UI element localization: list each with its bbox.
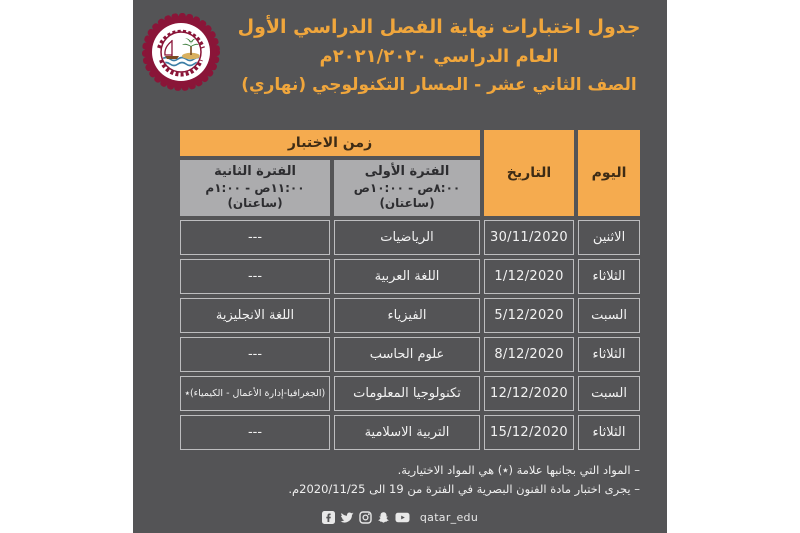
- period2-subject-cell: ---: [180, 220, 330, 255]
- date-cell: 8/12/2020: [484, 337, 574, 372]
- day-cell: الثلاثاء: [578, 415, 640, 450]
- period1-subject-cell: التربية الاسلامية: [334, 415, 480, 450]
- date-cell: 1/12/2020: [484, 259, 574, 294]
- title-line-1: جدول اختبارات نهاية الفصل الدراسي الأول: [237, 16, 641, 38]
- period-2-title: الفترة الثانية: [214, 163, 296, 179]
- column-header-period-2: [180, 160, 330, 216]
- date-cell: 15/12/2020: [484, 415, 574, 450]
- column-header-period-1: [334, 160, 480, 216]
- social-bar: [133, 511, 667, 524]
- column-header-exam-time: زمن الاختبار: [180, 130, 480, 156]
- masthead: [133, 0, 667, 116]
- period1-subject-cell: اللغة العربية: [334, 259, 480, 294]
- exam-schedule-table: [178, 130, 640, 450]
- date-cell: 12/12/2020: [484, 376, 574, 411]
- period-2-duration: (ساعتان): [227, 196, 283, 211]
- period-1-time: ٨:٠٠ص - ١٠:٠٠ص: [353, 180, 461, 195]
- period2-subject-cell: اللغة الانجليزية: [180, 298, 330, 333]
- schedule-poster: [133, 0, 667, 533]
- title-line-3: الصف الثاني عشر - المسار التكنولوجي (نهاري): [241, 75, 637, 95]
- footnote-visual-arts-exam: – يجرى اختبار مادة الفنون البصرية في الفترة من 19 الى 2020/11/25م.: [288, 481, 640, 496]
- period2-subject-cell: ---: [180, 415, 330, 450]
- period2-subject-cell: (الجغرافيا-إدارة الأعمال - الكيمياء)٭: [180, 376, 330, 411]
- footnotes: [178, 461, 640, 499]
- facebook-icon: [322, 511, 335, 524]
- period-2-time: ١١:٠٠ص - ١:٠٠م: [205, 180, 305, 195]
- period-1-duration: (ساعتان): [379, 196, 435, 211]
- footnote-optional-subjects: – المواد التي بجانبها علامة (٭) هي المواد الاختيارية.: [397, 463, 640, 477]
- title-line-2: العام الدراسي ٢٠٢١/٢٠٢٠م: [319, 46, 559, 67]
- qatar-moe-emblem-icon: [141, 12, 221, 92]
- day-cell: الثلاثاء: [578, 259, 640, 294]
- period1-subject-cell: علوم الحاسب: [334, 337, 480, 372]
- instagram-icon: [359, 511, 372, 524]
- day-cell: السبت: [578, 376, 640, 411]
- period2-subject-cell: ---: [180, 259, 330, 294]
- period1-subject-cell: الفيزياء: [334, 298, 480, 333]
- day-cell: الاثنين: [578, 220, 640, 255]
- day-cell: السبت: [578, 298, 640, 333]
- period1-subject-cell: تكنولوجيا المعلومات: [334, 376, 480, 411]
- period-1-title: الفترة الأولى: [364, 163, 450, 179]
- social-handle: qatar_edu: [419, 511, 479, 524]
- period2-subject-cell: ---: [180, 337, 330, 372]
- snapchat-icon: [377, 511, 390, 524]
- twitter-icon: [340, 511, 354, 524]
- date-cell: 30/11/2020: [484, 220, 574, 255]
- column-header-day: اليوم: [578, 130, 640, 216]
- youtube-icon: [395, 511, 410, 524]
- page-title: [211, 0, 667, 95]
- period1-subject-cell: الرياضيات: [334, 220, 480, 255]
- column-header-date: التاريخ: [484, 130, 574, 216]
- date-cell: 5/12/2020: [484, 298, 574, 333]
- day-cell: الثلاثاء: [578, 337, 640, 372]
